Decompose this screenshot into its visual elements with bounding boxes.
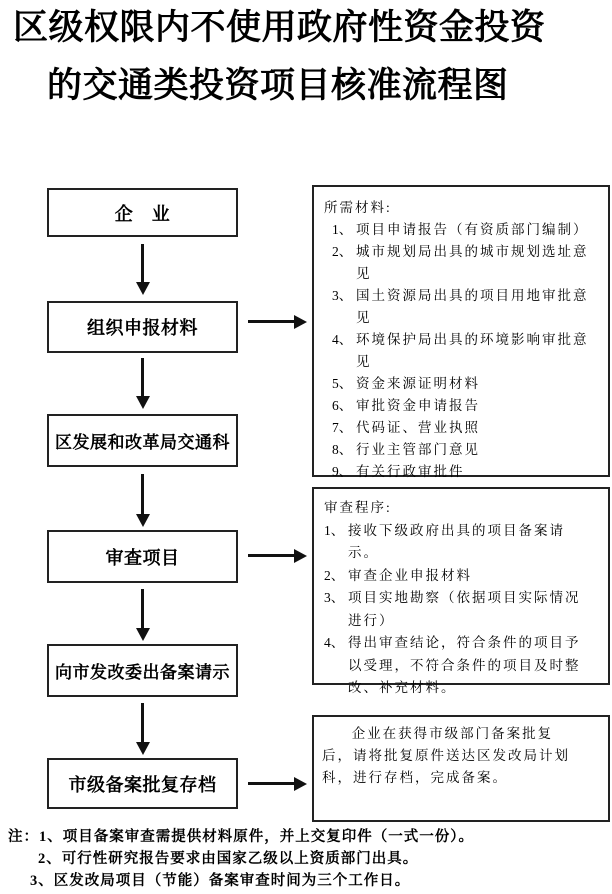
list-item: [332, 241, 594, 285]
footnote-line: 3、区发改局项目（节能）备案审查时间为三个工作日。: [30, 873, 411, 889]
list-item: [324, 587, 594, 632]
item-text: 审批资金申请报告: [356, 398, 480, 413]
arrow-right-icon: [248, 320, 294, 323]
item-text: 有关行政审批件: [356, 464, 465, 479]
list-item: [332, 285, 594, 329]
panel-review-procedure: [312, 487, 610, 695]
item-number: 4、: [324, 635, 345, 650]
panel-required-materials: [312, 185, 610, 477]
arrow-down-icon: [141, 358, 144, 396]
list-item: [332, 219, 594, 241]
arrow-down-icon: [141, 703, 144, 742]
flow-box-city-approval-archive: 市级备案批复存档: [47, 758, 238, 809]
archive-paragraph: 企业在获得市级部门备案批复后，请将批复原件送达区发改局计划科，进行存档，完成备案。: [322, 726, 570, 785]
list-item: [324, 520, 594, 565]
materials-list: [324, 219, 594, 483]
item-number: 9、: [332, 464, 353, 479]
list-item: [324, 565, 594, 588]
list-item: [332, 329, 594, 373]
flow-box-review-project: 审查项目: [47, 530, 238, 583]
item-text: 接收下级政府出具的项目备案请示。: [348, 522, 565, 560]
item-number: 5、: [332, 376, 353, 391]
list-item: [332, 461, 594, 483]
arrow-right-icon: [248, 782, 294, 785]
item-number: 3、: [324, 590, 345, 605]
item-number: 1、: [332, 222, 353, 237]
footnote-line: 注：1、项目备案审查需提供材料原件，并上交复印件（一式一份）。: [8, 829, 474, 845]
item-text: 项目申请报告（有资质部门编制）: [356, 222, 589, 237]
item-number: 7、: [332, 420, 353, 435]
item-text: 项目实地勘察（依据项目实际情况进行）: [348, 590, 581, 628]
list-item: [332, 439, 594, 461]
footnote-line: 2、可行性研究报告要求由国家乙级以上资质部门出具。: [38, 851, 419, 867]
footnotes: [0, 826, 612, 892]
item-text: 行业主管部门意见: [356, 442, 480, 457]
arrow-right-icon: [248, 554, 294, 557]
item-number: 6、: [332, 398, 353, 413]
page-title-line1: 区级权限内不使用政府性资金投资: [13, 8, 546, 47]
list-item: [324, 632, 594, 700]
item-number: 2、: [324, 567, 345, 583]
flow-box-report-to-city-drc: 向市发改委出备案请示: [47, 644, 238, 697]
item-number: 4、: [332, 332, 353, 347]
panel-materials-header: 所需材料:: [324, 200, 392, 215]
arrow-down-icon: [141, 244, 144, 282]
list-item: [332, 417, 594, 439]
list-item: [332, 395, 594, 417]
panel-archive-instruction: [312, 715, 610, 822]
item-text: 得出审查结论，符合条件的项目予以受理，不符合条件的项目及时整改、补充材料。: [348, 635, 581, 695]
item-text: 国土资源局出具的项目用地审批意见: [356, 288, 589, 325]
page-title-line2: 的交通类投资项目核准流程图: [47, 66, 509, 105]
item-number: 1、: [324, 522, 345, 538]
flow-box-prepare-materials: 组织申报材料: [47, 301, 238, 353]
procedure-list: [324, 520, 594, 700]
item-text: 城市规划局出具的城市规划选址意见: [356, 244, 589, 281]
panel-procedure-header: 审查程序:: [324, 500, 392, 515]
item-text: 代码证、营业执照: [356, 420, 480, 435]
item-number: 3、: [332, 288, 353, 303]
item-number: 2、: [332, 244, 353, 259]
arrow-down-icon: [141, 589, 144, 628]
flow-box-district-drc-transport: 区发展和改革局交通科: [47, 414, 238, 467]
item-text: 资金来源证明材料: [356, 376, 480, 391]
flow-box-enterprise: 企 业: [47, 188, 238, 237]
list-item: [332, 373, 594, 395]
item-text: 环境保护局出具的环境影响审批意见: [356, 332, 589, 369]
item-number: 8、: [332, 442, 353, 457]
item-text: 审查企业申报材料: [348, 567, 472, 583]
arrow-down-icon: [141, 474, 144, 514]
